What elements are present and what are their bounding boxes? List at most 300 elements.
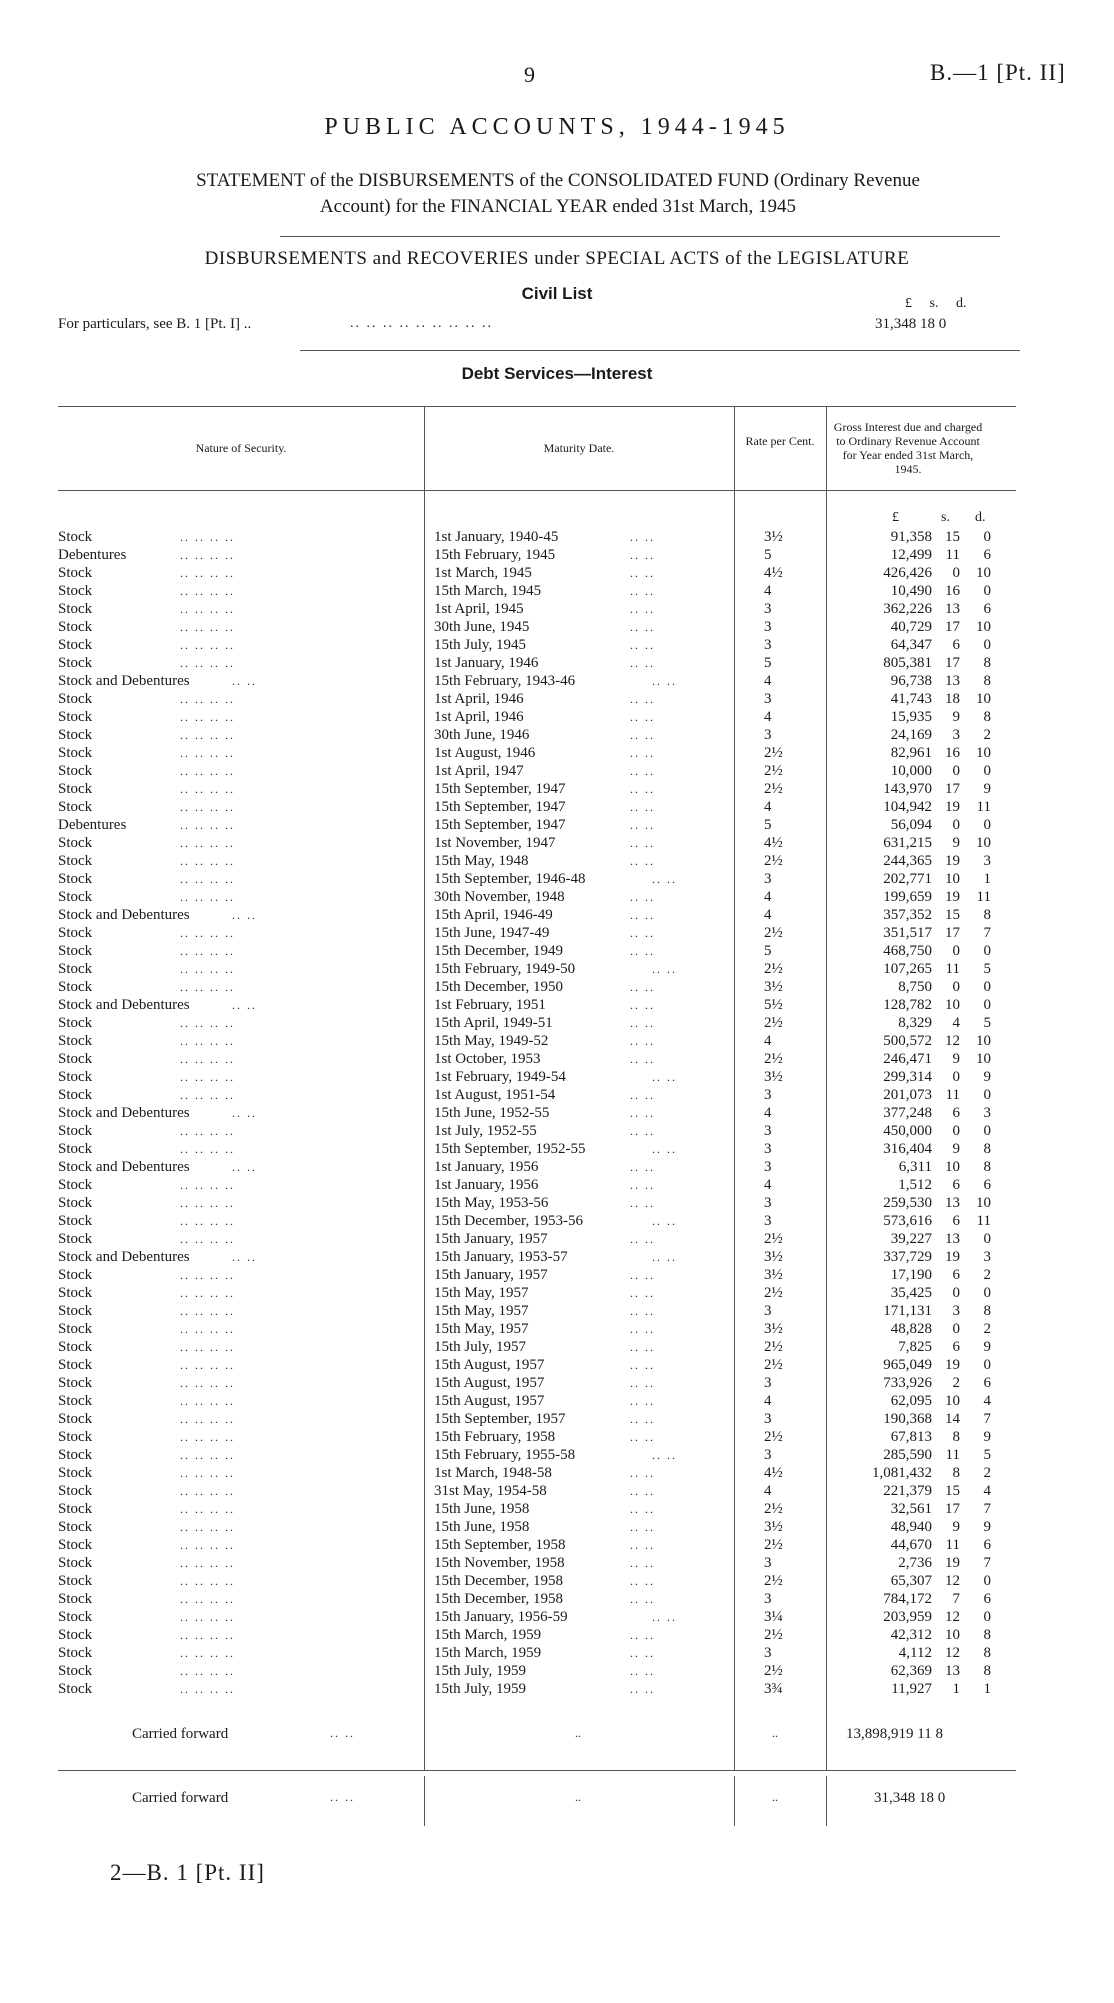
pounds-cell: 143,970 [883,781,932,797]
rate-cell: 4 [764,583,772,599]
leader-dots: .. .. .. .. [180,836,235,850]
maturity-cell: 15th December, 1958 [434,1591,563,1607]
leader-dots: .. .. .. .. [180,656,235,670]
leader-dots: .. .. .. .. [180,800,235,814]
pence-cell: 6 [983,547,991,563]
leader-dots: .. .. [652,1448,677,1462]
carried-forward-label: Carried forward [132,1726,229,1742]
leader-dots: .. .. [630,548,655,562]
leader-dots: .. .. [652,674,677,688]
leader-dots: .. .. .. .. [180,1448,235,1462]
rate-cell: 3½ [764,979,783,995]
shillings-cell: 4 [952,1015,960,1031]
maturity-cell: 15th December, 1958 [434,1573,563,1589]
nature-cell: Stock [58,601,93,617]
shillings-cell: 0 [952,1285,960,1301]
pounds-cell: 104,942 [883,799,932,815]
leader-dots: .. .. .. .. [180,530,235,544]
carried-forward-dots: .. [575,1726,581,1740]
leader-dots: .. .. [630,1592,655,1606]
carried-forward-dots: .. [772,1726,778,1740]
nature-cell: Stock [58,1681,93,1697]
maturity-cell: 1st January, 1940-45 [434,529,559,545]
pounds-cell: 2,736 [898,1555,932,1571]
pence-cell: 0 [983,997,991,1013]
maturity-cell: 15th July, 1957 [434,1339,526,1355]
leader-dots: .. .. .. .. [180,1646,235,1660]
leader-dots: .. .. [630,746,655,760]
table-row [0,960,1114,978]
maturity-cell: 1st April, 1945 [434,601,524,617]
leader-dots: .. .. .. .. [180,620,235,634]
pence-cell: 0 [983,529,991,545]
rate-cell: 2½ [764,1285,783,1301]
shillings-cell: 12 [945,1573,960,1589]
leader-dots: .. .. [232,1106,257,1120]
pounds-cell: 96,738 [890,673,932,689]
nature-cell: Stock [58,1663,93,1679]
table-row [0,1176,1114,1194]
pence-cell: 0 [983,817,991,833]
table-row [0,924,1114,942]
rate-cell: 4½ [764,565,783,581]
pence-cell: 10 [976,691,991,707]
leader-dots: .. .. [630,1178,655,1192]
rate-cell: 2½ [764,961,783,977]
pence-cell: 11 [976,889,991,905]
rate-cell: 2½ [764,1357,783,1373]
rate-cell: 2½ [764,1231,783,1247]
rate-cell: 3½ [764,1267,783,1283]
rate-cell: 2½ [764,1051,783,1067]
rate-cell: 3 [764,1141,772,1157]
pounds-cell: 6,311 [898,1159,932,1175]
rate-cell: 3 [764,1447,772,1463]
shillings-cell: 6 [952,1177,960,1193]
rate-cell: 4 [764,907,772,923]
rate-cell: 2½ [764,745,783,761]
pence-cell: 1 [983,1681,991,1697]
leader-dots: .. .. .. .. [180,1574,235,1588]
pounds-cell: 42,312 [890,1627,932,1643]
pence-cell: 0 [983,979,991,995]
leader-dots: .. .. [630,1628,655,1642]
maturity-cell: 15th March, 1959 [434,1627,542,1643]
nature-cell: Stock [58,1375,93,1391]
lsd-header-shillings: s. [941,510,950,525]
pounds-cell: 285,590 [883,1447,932,1463]
leader-dots: .. .. .. .. [180,1394,235,1408]
rate-cell: 5 [764,817,772,833]
pounds-cell: 203,959 [883,1609,932,1625]
nature-cell: Stock [58,1033,93,1049]
leader-dots: .. .. .. .. [180,1592,235,1606]
nature-cell: Stock [58,781,93,797]
pounds-cell: 44,670 [890,1537,932,1553]
table-row [0,1320,1114,1338]
table-row [0,834,1114,852]
table-top-rule [58,406,1016,407]
pounds-cell: 128,782 [883,997,932,1013]
leader-dots: .. .. [630,1304,655,1318]
maturity-cell: 30th November, 1948 [434,889,565,905]
pence-cell: 7 [983,1411,991,1427]
maturity-cell: 15th May, 1957 [434,1285,529,1301]
shillings-cell: 17 [945,1501,960,1517]
leader-dots: .. .. .. .. [180,1232,235,1246]
debt-services-heading: Debt Services—Interest [461,364,653,383]
maturity-cell: 15th December, 1953-56 [434,1213,583,1229]
leader-dots: .. .. .. .. [180,1178,235,1192]
leader-dots: .. .. [652,1214,677,1228]
nature-cell: Stock [58,1069,93,1085]
pounds-cell: 82,961 [890,745,932,761]
rate-cell: 2½ [764,1501,783,1517]
table-row [0,1050,1114,1068]
pounds-cell: 316,404 [883,1141,932,1157]
carried-forward-label: Carried forward [132,1790,229,1806]
pounds-cell: 631,215 [883,835,932,851]
nature-cell: Stock [58,1267,93,1283]
shillings-cell: 17 [945,655,960,671]
shillings-cell: 11 [945,1537,960,1553]
shillings-cell: 0 [952,763,960,779]
pence-cell: 6 [983,1375,991,1391]
shillings-cell: 13 [945,1195,960,1211]
maturity-cell: 15th September, 1958 [434,1537,566,1553]
pence-cell: 10 [976,1051,991,1067]
column-header-rate: Rate per Cent. [745,434,815,448]
pounds-cell: 17,190 [890,1267,932,1283]
leader-dots: .. .. [630,1520,655,1534]
maturity-cell: 15th January, 1957 [434,1267,548,1283]
maturity-cell: 15th April, 1949-51 [434,1015,553,1031]
nature-cell: Stock [58,1627,93,1643]
nature-cell: Stock [58,1357,93,1373]
pounds-cell: 259,530 [883,1195,932,1211]
leader-dots: .. .. [232,674,257,688]
rate-cell: 2½ [764,853,783,869]
pence-cell: 8 [983,709,991,725]
table-row [0,564,1114,582]
rate-cell: 3 [764,1375,772,1391]
lsd-header-pence: d. [975,510,986,525]
pounds-cell: 362,226 [883,601,932,617]
shillings-cell: 0 [952,1069,960,1085]
pounds-cell: 351,517 [883,925,932,941]
leader-dots: .. .. .. .. [180,746,235,760]
nature-cell: Stock [58,763,93,779]
maturity-cell: 1st April, 1946 [434,709,524,725]
shillings-cell: 13 [945,673,960,689]
maturity-cell: 1st April, 1947 [434,763,524,779]
pence-cell: 8 [983,673,991,689]
table-row [0,1554,1114,1572]
table-row [0,726,1114,744]
maturity-cell: 1st November, 1947 [434,835,556,851]
leader-dots: .. .. [630,602,655,616]
pence-cell: 6 [983,601,991,617]
leader-dots: .. .. [630,1034,655,1048]
leader-dots: .. .. .. .. [180,1430,235,1444]
shillings-cell: 15 [945,529,960,545]
pounds-cell: 201,073 [883,1087,932,1103]
column-header-maturity: Maturity Date. [543,441,615,455]
pounds-cell: 12,499 [890,547,932,563]
pounds-cell: 62,369 [890,1663,932,1679]
maturity-cell: 1st January, 1946 [434,655,539,671]
nature-cell: Stock [58,1609,93,1625]
leader-dots: .. .. .. .. [180,854,235,868]
table-row [0,690,1114,708]
pence-cell: 4 [983,1483,991,1499]
pounds-cell: 56,094 [890,817,932,833]
pence-cell: 3 [983,853,991,869]
nature-cell: Debentures [58,547,127,563]
nature-cell: Stock [58,583,93,599]
leader-dots: .. .. .. .. [180,1322,235,1336]
leader-dots: .. .. [630,1430,655,1444]
table-row [0,708,1114,726]
shillings-cell: 9 [952,1141,960,1157]
nature-cell: Stock and Debentures [58,907,190,923]
table-row [0,1266,1114,1284]
maturity-cell: 15th February, 1949-50 [434,961,576,977]
table-row [0,1464,1114,1482]
rate-cell: 5 [764,547,772,563]
pounds-cell: 221,379 [883,1483,932,1499]
leader-dots: .. .. [630,710,655,724]
rate-cell: 4½ [764,1465,783,1481]
shillings-cell: 16 [945,745,960,761]
leader-dots: .. .. [652,1070,677,1084]
maturity-cell: 1st August, 1946 [434,745,536,761]
nature-cell: Stock [58,1519,93,1535]
shillings-cell: 9 [952,709,960,725]
shillings-cell: 17 [945,925,960,941]
leader-dots: .. .. .. .. [180,1412,235,1426]
maturity-cell: 1st February, 1951 [434,997,546,1013]
rate-cell: 4 [764,889,772,905]
leader-dots: .. .. .. .. [180,1088,235,1102]
maturity-cell: 15th August, 1957 [434,1357,545,1373]
rate-cell: 2½ [764,1627,783,1643]
pence-cell: 2 [983,727,991,743]
table-row [0,1446,1114,1464]
nature-cell: Stock [58,1393,93,1409]
shillings-cell: 10 [945,871,960,887]
table-row [0,1068,1114,1086]
table-row [0,1248,1114,1266]
rate-cell: 2½ [764,781,783,797]
table-row [0,1374,1114,1392]
pence-cell: 0 [983,1231,991,1247]
leader-dots: .. .. [630,1196,655,1210]
maturity-cell: 15th November, 1958 [434,1555,565,1571]
divider [280,236,1000,237]
leader-dots: .. .. .. .. [180,1214,235,1228]
shillings-cell: 6 [952,1267,960,1283]
rate-cell: 3½ [764,1519,783,1535]
carried-forward-dots: .. [772,1790,778,1804]
nature-cell: Stock [58,1555,93,1571]
pence-cell: 0 [983,637,991,653]
leader-dots: .. .. .. .. [180,584,235,598]
table-row [0,1158,1114,1176]
table-row [0,1284,1114,1302]
civil-list-amount: 31,348 18 0 [875,316,947,332]
maturity-cell: 15th March, 1945 [434,583,542,599]
pence-cell: 6 [983,1591,991,1607]
pence-cell: 8 [983,1627,991,1643]
leader-dots: .. .. .. .. [180,548,235,562]
pence-cell: 0 [983,1573,991,1589]
leader-dots: .. .. [652,1250,677,1264]
table-row [0,1482,1114,1500]
nature-cell: Stock [58,1303,93,1319]
nature-cell: Stock [58,1645,93,1661]
shillings-cell: 7 [952,1591,960,1607]
shillings-cell: 19 [945,853,960,869]
maturity-cell: 15th May, 1957 [434,1303,529,1319]
shillings-cell: 3 [952,727,960,743]
nature-cell: Stock and Debentures [58,1159,190,1175]
nature-cell: Stock and Debentures [58,997,190,1013]
leader-dots: .. .. .. .. [180,1070,235,1084]
nature-cell: Stock [58,691,93,707]
pence-cell: 10 [976,835,991,851]
table-row [0,1644,1114,1662]
table-row [0,636,1114,654]
maturity-cell: 15th September, 1957 [434,1411,566,1427]
leader-dots: .. .. [652,962,677,976]
leader-dots: .. .. .. .. [180,1376,235,1390]
pence-cell: 9 [983,1339,991,1355]
maturity-cell: 15th July, 1959 [434,1663,526,1679]
rate-cell: 4 [764,1393,772,1409]
pounds-cell: 32,561 [890,1501,932,1517]
page-footer: 2—B. 1 [Pt. II] [110,1860,265,1885]
maturity-cell: 15th January, 1956-59 [434,1609,568,1625]
table-row [0,1518,1114,1536]
statement-line-1: STATEMENT of the DISBURSEMENTS of the CONSOLIDATED FUND (Ordinary Revenue [196,170,920,191]
leader-dots: .. .. [630,1286,655,1300]
pence-cell: 0 [983,943,991,959]
maturity-cell: 15th May, 1949-52 [434,1033,549,1049]
pounds-cell: 377,248 [883,1105,932,1121]
leader-dots: .. .. [652,1142,677,1156]
shillings-cell: 17 [945,781,960,797]
maturity-cell: 1st February, 1949-54 [434,1069,566,1085]
shillings-cell: 0 [952,979,960,995]
rate-cell: 3 [764,1303,772,1319]
pence-cell: 4 [983,1393,991,1409]
shillings-cell: 6 [952,637,960,653]
table-row [0,1212,1114,1230]
pence-cell: 2 [983,1321,991,1337]
rate-cell: 3 [764,871,772,887]
nature-cell: Stock [58,1411,93,1427]
leader-dots: .. .. .. .. [180,1520,235,1534]
column-divider [826,1776,827,1826]
rate-cell: 4 [764,1105,772,1121]
rate-cell: 3 [764,691,772,707]
rate-cell: 3½ [764,529,783,545]
table-row [0,1302,1114,1320]
maturity-cell: 15th September, 1946-48 [434,871,586,887]
table-row [0,1428,1114,1446]
rate-cell: 3¼ [764,1609,783,1625]
rate-cell: 3½ [764,1321,783,1337]
table-row [0,798,1114,816]
sub-heading: DISBURSEMENTS and RECOVERIES under SPECIAL ACTS of the LEGISLATURE [204,248,910,269]
pounds-cell: 8,329 [898,1015,932,1031]
maturity-cell: 15th May, 1953-56 [434,1195,549,1211]
nature-cell: Stock [58,1087,93,1103]
table-row [0,816,1114,834]
leader-dots: .. .. [630,1124,655,1138]
rate-cell: 4½ [764,835,783,851]
pence-cell: 6 [983,1177,991,1193]
pounds-cell: 805,381 [883,655,932,671]
leader-dots: .. .. [630,1232,655,1246]
shillings-cell: 15 [945,1483,960,1499]
leader-dots: .. .. [630,1484,655,1498]
pence-cell: 9 [983,1429,991,1445]
leader-dots: .. .. [630,1106,655,1120]
leader-dots: .. .. [630,1502,655,1516]
maturity-cell: 15th April, 1946-49 [434,907,553,923]
pence-cell: 7 [983,1501,991,1517]
rate-cell: 3 [764,637,772,653]
rate-cell: 4 [764,799,772,815]
table-header-rule [58,490,1016,491]
leader-dots: .. .. .. .. [180,764,235,778]
pence-cell: 7 [983,1555,991,1571]
leader-dots: .. .. [232,908,257,922]
leader-dots: .. .. .. .. [180,1016,235,1030]
leader-dots: .. .. .. .. [180,1538,235,1552]
leader-dots: .. .. .. .. [180,1502,235,1516]
pounds-cell: 7,825 [898,1339,932,1355]
table-row [0,996,1114,1014]
nature-cell: Stock [58,835,93,851]
leader-dots: .. .. [630,764,655,778]
nature-cell: Stock [58,529,93,545]
table-row [0,1140,1114,1158]
pounds-cell: 67,813 [890,1429,932,1445]
maturity-cell: 15th May, 1948 [434,853,529,869]
leader-dots: .. .. [232,1250,257,1264]
leader-dots: .. .. .. .. [180,602,235,616]
leader-dots: .. .. .. .. [180,566,235,580]
rate-cell: 3 [764,1555,772,1571]
pounds-cell: 171,131 [883,1303,932,1319]
shillings-cell: 12 [945,1645,960,1661]
shillings-cell: 17 [945,619,960,635]
shillings-cell: 10 [945,1627,960,1643]
leader-dots: .. .. .. .. [180,818,235,832]
leader-dots: .. .. [630,944,655,958]
column-divider [424,1776,425,1826]
leader-dots: .. .. [630,1052,655,1066]
shillings-cell: 9 [952,835,960,851]
pounds-cell: 965,049 [883,1357,932,1373]
leader-dots: .. .. .. .. [180,1340,235,1354]
leader-dots: .. .. [630,782,655,796]
table-row [0,1500,1114,1518]
shillings-cell: 6 [952,1213,960,1229]
